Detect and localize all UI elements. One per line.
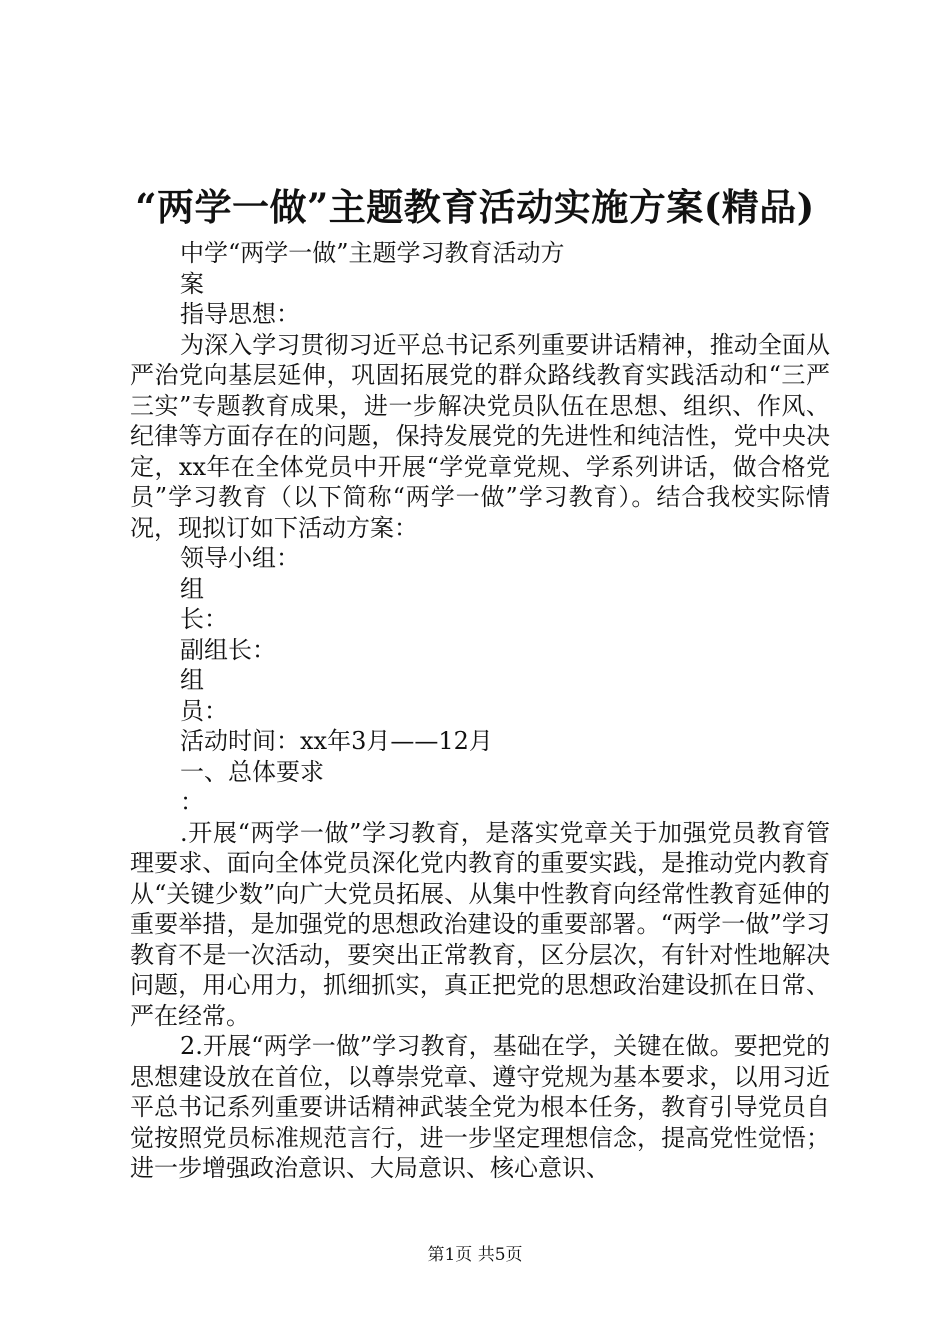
section-1-heading: 一、总体要求 bbox=[180, 757, 324, 786]
document-body bbox=[130, 238, 830, 1184]
leader-label-line-1: 组 bbox=[180, 574, 204, 603]
deputy-leader-label: 副组长： bbox=[180, 635, 276, 664]
subtitle-line-1: 中学“两学一做”主题学习教育活动方 bbox=[180, 239, 565, 267]
guiding-heading: 指导思想： bbox=[180, 300, 300, 328]
requirement-item-2: 2.开展“两学一做”学习教育，基础在学，关键在做。要把党的思想建设放在首位，以尊崇党章、遵守党规为基本要求，以用习近平总书记系列重要讲话精神武装全党为根本任务，教育引导党员自觉按照党员标准规范言行，进一步坚定理想信念，提高党性觉悟；进一步增强政治意识、大局意识、核心意识、 bbox=[130, 1032, 830, 1182]
member-label-line-1: 组 bbox=[180, 666, 204, 694]
guiding-paragraph: 为深入学习贯彻习近平总书记系列重要讲话精神，推动全面从严治党向基层延伸，巩固拓展党的群众路线教育实践活动和“三严三实”专题教育成果，进一步解决党员队伍在思想、组织、作风、纪律等方面存在的问题，保持发展党的先进性和纯洁性，党中央决定，xx年在全体党员中开展“学党章党规、学系列讲话，做合格党员”学习教育（以下简称“两学一做”学习教育）。结合我校实际情况，现拟订如下活动方案： bbox=[130, 330, 830, 542]
subtitle-line-2: 案 bbox=[180, 269, 204, 298]
document-title: “两学一做”主题教育活动实施方案(精品) bbox=[135, 185, 815, 229]
requirement-item-1: .开展“两学一做”学习教育，是落实党章关于加强党员教育管理要求、面向全体党员深化党内教育的重要实践，是推动党内教育从“关键少数”向广大党员拓展、从集中性教育向经常性教育延伸的重要举措，是加强党的思想政治建设的重要部署。“两学一做”学习教育不是一次活动，要突出正常教育，区分层次，有针对性地解决问题，用心用力，抓细抓实，真正把党的思想政治建设抓在日常、严在经常。 bbox=[130, 818, 830, 1030]
leader-label-line-2: 长： bbox=[180, 605, 228, 633]
leadership-heading: 领导小组： bbox=[180, 544, 300, 572]
activity-time: 活动时间：xx年3月——12月 bbox=[180, 727, 493, 755]
section-1-colon: ： bbox=[180, 788, 204, 816]
page-footer: 第1页 共5页 bbox=[427, 1245, 523, 1265]
member-label-line-2: 员： bbox=[180, 696, 228, 725]
